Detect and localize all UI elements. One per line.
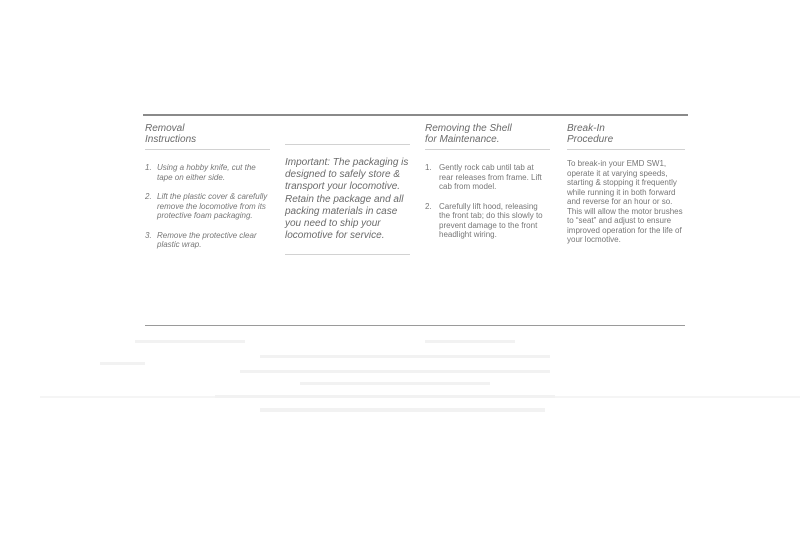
removal-step-3 bbox=[145, 231, 270, 250]
breakin-column bbox=[567, 123, 685, 245]
bleed-through-mark bbox=[300, 382, 490, 385]
removal-heading-underline bbox=[145, 149, 270, 150]
bleed-through-mark bbox=[240, 370, 550, 373]
removal-step-2 bbox=[145, 192, 270, 221]
important-top-underline bbox=[285, 144, 410, 145]
step-number: 2. bbox=[425, 201, 432, 211]
step-number: 2. bbox=[145, 192, 152, 201]
important-bottom-underline bbox=[285, 254, 410, 255]
shell-column bbox=[425, 123, 550, 250]
important-notice: Important: The packaging is designed to safely store & transport your locomotive. Retain the package and all packing materials in case you need to ship your locomotive for service. bbox=[285, 157, 409, 242]
bleed-through-mark bbox=[100, 362, 145, 365]
breakin-text: To break-in your EMD SW1, operate it at varying speeds, starting & stopping it frequently while running it in both forward and reverse for an hour or so. This will allow the motor brushes to “seat” and adjust to ensure improved operation for the life of your locmotive. bbox=[567, 159, 683, 244]
bleed-through-mark bbox=[135, 340, 245, 343]
step-text: Lift the plastic cover & carefully remove the locomotive from its protective foam packaging. bbox=[157, 192, 268, 220]
removal-steps bbox=[145, 163, 270, 250]
bleed-through-mark bbox=[260, 355, 550, 358]
step-number: 3. bbox=[145, 230, 152, 240]
step-number: 1. bbox=[145, 163, 152, 172]
bleed-through-mark bbox=[260, 408, 545, 412]
step-number: 1. bbox=[425, 163, 432, 172]
bleed-through-mark bbox=[425, 340, 515, 343]
shell-steps bbox=[425, 163, 550, 240]
removal-column bbox=[145, 123, 270, 260]
shell-step-2 bbox=[425, 202, 550, 240]
bottom-rule bbox=[145, 325, 685, 326]
important-column bbox=[285, 144, 410, 255]
top-rule bbox=[143, 114, 688, 116]
breakin-heading-underline bbox=[567, 149, 685, 150]
shell-step-1 bbox=[425, 163, 550, 192]
step-text: Remove the protective clear plastic wrap. bbox=[157, 230, 257, 249]
shell-heading: Removing the Shell for Maintenance. bbox=[425, 123, 512, 145]
removal-step-1 bbox=[145, 163, 270, 182]
shell-heading-underline bbox=[425, 149, 550, 150]
bleed-through-mark bbox=[215, 395, 555, 398]
breakin-heading: Break-In Procedure bbox=[567, 123, 614, 145]
step-text: Gently rock cab until tab at rear releases from frame. Lift cab from model. bbox=[439, 163, 542, 191]
step-text: Using a hobby knife, cut the tape on either side. bbox=[157, 163, 256, 182]
step-text: Carefully lift hood, releasing the front tab; do this slowly to prevent damage to the front headlight wiring. bbox=[439, 201, 543, 239]
removal-heading: Removal Instructions bbox=[145, 123, 197, 145]
